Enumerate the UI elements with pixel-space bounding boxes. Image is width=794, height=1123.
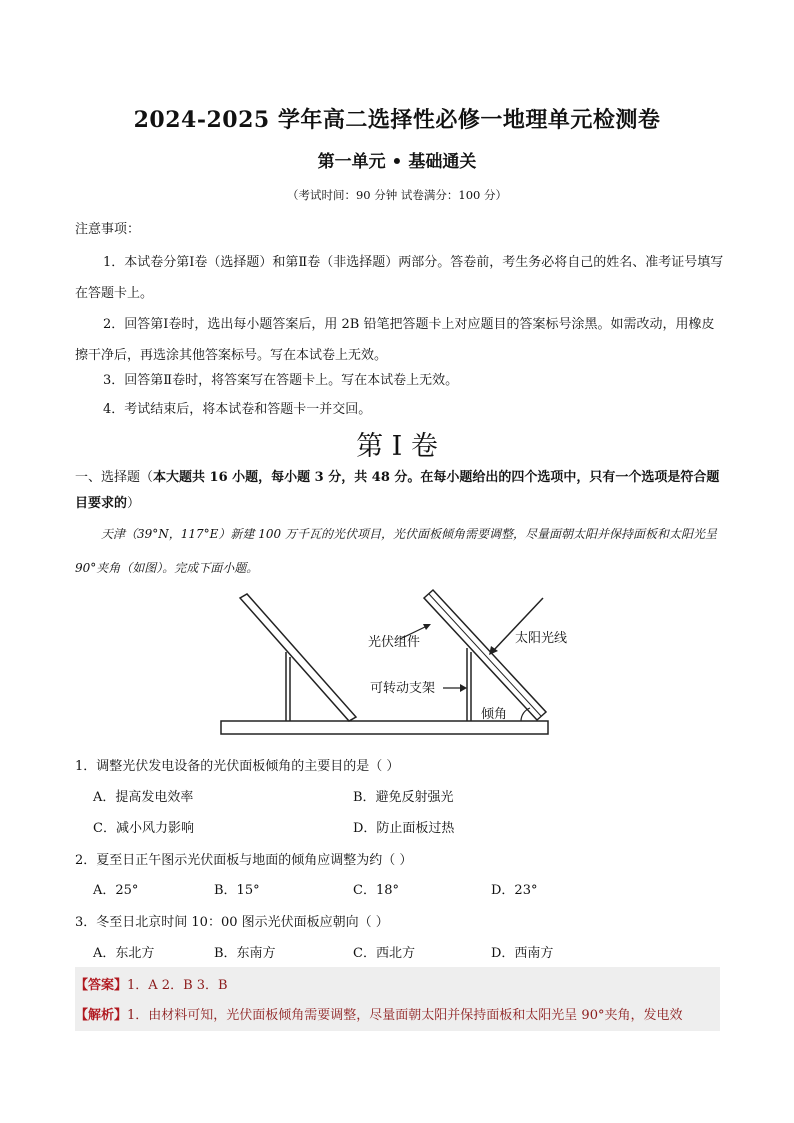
- answer-text: 1．A 2．B 3．B: [127, 978, 228, 993]
- analysis-line: [75, 1004, 682, 1023]
- left-panel: [240, 594, 356, 721]
- q3-option-c: C．西北方: [353, 946, 415, 961]
- answer-line: [75, 974, 228, 993]
- q3-option-a: A．东北方: [93, 946, 155, 961]
- notice-item-2: 2．回答第Ⅰ卷时，选出每小题答案后，用 2B 铅笔把答题卡上对应题目的答案标号涂黑。如需改动，用橡皮擦干净后，再选涂其他答案标号。写在本试卷上无效。: [75, 317, 715, 363]
- question-1-stem: 1．调整光伏发电设备的光伏面板倾角的主要目的是（ ）: [75, 759, 400, 774]
- analysis-label: 【解析】: [75, 1008, 128, 1023]
- q3-option-b: B．东南方: [214, 946, 276, 961]
- q2-option-a: A．25°: [93, 883, 139, 898]
- q1-option-b: B．避免反射强光: [353, 790, 454, 805]
- label-angle: 倾角: [481, 707, 508, 722]
- unit-subtitle: 第一单元 • 基础通关: [317, 152, 477, 172]
- notice-item-1: 1．本试卷分第Ⅰ卷（选择题）和第Ⅱ卷（非选择题）两部分。答卷前，考生务必将自己的姓名、准考证号填写在答题卡上。: [75, 255, 724, 301]
- exam-info: （考试时间：90 分钟 试卷满分：100 分）: [286, 188, 508, 202]
- q2-option-d: D．23°: [491, 883, 538, 898]
- label-sunlight: 太阳光线: [515, 631, 568, 646]
- section-heading: [75, 465, 725, 517]
- notice-item-3: 3．回答第Ⅱ卷时，将答案写在答题卡上。写在本试卷上无效。: [103, 373, 459, 388]
- q1-option-d: D．防止面板过热: [353, 821, 455, 836]
- ground-base: [221, 721, 548, 734]
- analysis-text: 1．由材料可知，光伏面板倾角需要调整，尽量面朝太阳并保持面板和太阳光呈 90°夹角，发电效: [127, 1008, 683, 1023]
- q2-option-b: B．15°: [214, 883, 260, 898]
- label-module: 光伏组件: [368, 635, 421, 650]
- section-heading-suffix: ）: [127, 496, 141, 511]
- q1-option-c: C．减小风力影响: [93, 821, 194, 836]
- q2-option-c: C．18°: [353, 883, 399, 898]
- solar-panel-figure: [215, 588, 568, 738]
- volume-title: 第 I 卷: [356, 431, 438, 462]
- question-3-stem: 3．冬至日北京时间 10：00 图示光伏面板应朝向（ ）: [75, 915, 389, 930]
- answer-label: 【答案】: [75, 978, 128, 993]
- material-text: 天津（39°N，117°E）新建 100 万千瓦的光伏项目，光伏面板倾角需要调整，尽量面朝太阳并保持面板和太阳光呈 90°夹角（如图）。完成下面小题。: [75, 527, 717, 575]
- q3-option-d: D．西南方: [491, 946, 554, 961]
- exam-title: 2024-2025 学年高二选择性必修一地理单元检测卷: [133, 107, 661, 133]
- notice-heading: 注意事项：: [75, 222, 141, 237]
- section-heading-prefix: 一、选择题（: [75, 470, 154, 485]
- section-heading-bold: 本大题共 16 小题，每小题 3 分，共 48 分。在每小题给出的四个选项中，只有一个选项是符合题目要求的: [75, 470, 720, 511]
- notice-item-4: 4．考试结束后，将本试卷和答题卡一并交回。: [103, 402, 372, 417]
- q1-option-a: A．提高发电效率: [93, 790, 194, 805]
- label-bracket: 可转动支架: [370, 681, 436, 696]
- question-2-stem: 2．夏至日正午图示光伏面板与地面的倾角应调整为约（ ）: [75, 853, 413, 868]
